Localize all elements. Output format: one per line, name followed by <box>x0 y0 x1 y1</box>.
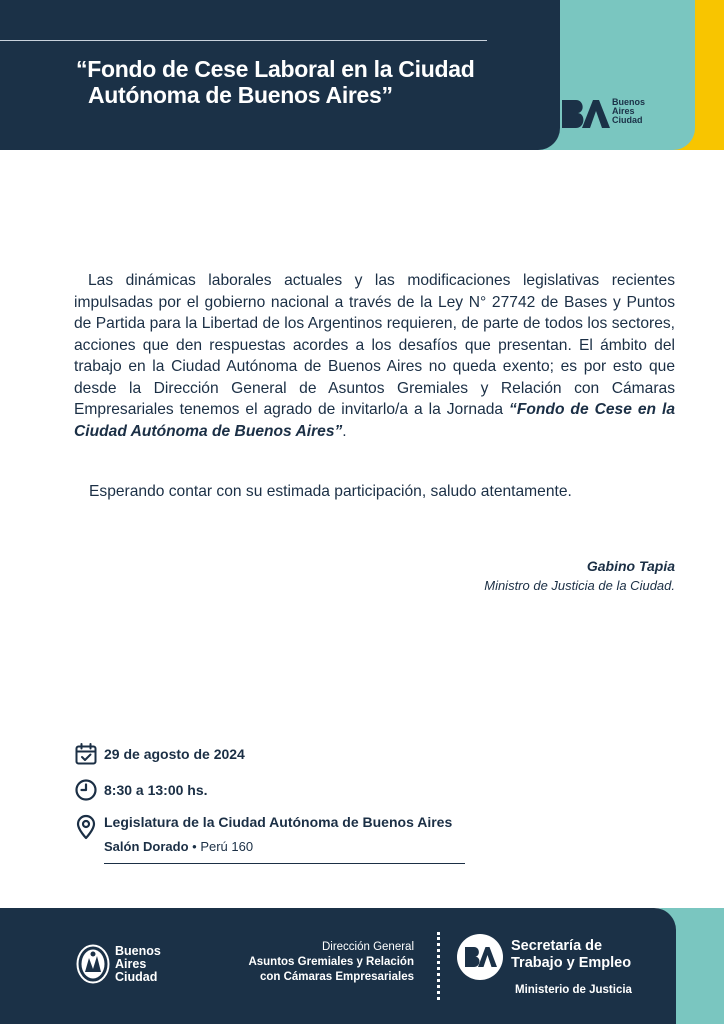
event-date <box>74 742 245 766</box>
event-name: “Fondo de Cese en la Ciudad Autónoma de Buenos Aires” <box>74 401 675 440</box>
ba-logo-icon <box>456 933 504 981</box>
closing-line: Esperando contar con su estimada participación, saludo atentamente. <box>89 483 572 500</box>
department-name: Dirección General Asuntos Gremiales y Relación con Cámaras Empresariales <box>248 941 414 983</box>
letter-body <box>74 270 675 442</box>
footer-divider <box>437 932 440 1000</box>
event-time <box>74 778 208 802</box>
buenos-aires-logo <box>560 96 660 132</box>
details-divider <box>104 863 465 864</box>
event-room-name: Salón Dorado <box>104 839 189 854</box>
signature-block <box>484 556 675 596</box>
event-date-text: 29 de agosto de 2024 <box>104 746 245 762</box>
secretariat-name: Secretaría de Trabajo y Empleo <box>511 938 632 971</box>
event-room <box>104 839 253 854</box>
bullet-separator: • <box>192 839 197 854</box>
ministry-name: Ministerio de Justicia <box>515 984 632 996</box>
location-pin-icon <box>74 814 98 838</box>
header <box>0 0 724 150</box>
title-line-1: “Fondo de Cese Laboral en la Ciudad <box>76 56 475 82</box>
event-time-text: 8:30 a 13:00 hs. <box>104 782 208 798</box>
calendar-icon <box>74 742 98 766</box>
ba-logo-icon <box>560 98 610 130</box>
title-line-2: Autónoma de Buenos Aires” <box>88 82 393 108</box>
signature-name: Gabino Tapia <box>586 558 675 574</box>
header-divider <box>0 40 487 41</box>
clock-icon <box>74 778 98 802</box>
signature-role: Ministro de Justicia de la Ciudad. <box>484 578 675 593</box>
ba-logo-text: Buenos Aires Ciudad <box>612 97 646 125</box>
event-venue <box>74 814 452 838</box>
city-name: Buenos Aires Ciudad <box>115 944 161 984</box>
event-address: Perú 160 <box>200 839 254 854</box>
page-title <box>76 56 516 108</box>
city-seal-icon <box>76 944 110 984</box>
event-venue-text: Legislatura de la Ciudad Autónoma de Buenos Aires <box>104 814 453 830</box>
letter-paragraph: Las dinámicas laborales actuales y las modificaciones legislativas recientes impulsadas por el gobierno nacional a través de la Ley N° 27742 de Bases y Puntos de Partida para la Libertad de los Argentinos requieren, de parte de todos los sectores, acciones que den respuestas acordes a los desafíos que presentan. El ámbito del trabajo en la Ciudad Autónoma de Buenos Aires no queda exento; es por esto que desde la Dirección General de Asuntos Gremiales y Relación con Cámaras Empresariales tenemos el agrado de invitarlo/a a la Jornada “Fondo de Cese en la Ciudad Autónoma de Buenos Aires”. <box>74 272 675 440</box>
